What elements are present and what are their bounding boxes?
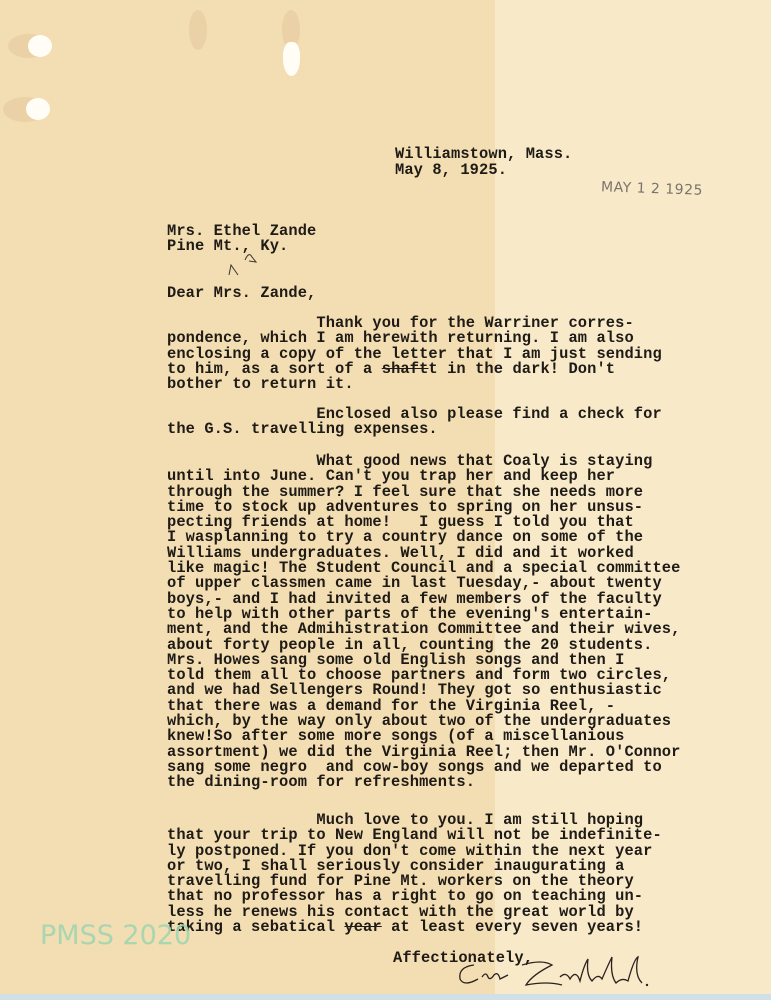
letter-line: knew!So after some more songs (of a miscellanious [167,727,625,746]
letter-line: the dining-room for refreshments. [167,773,476,792]
paragraph-1 [167,316,662,392]
scan-edge [0,994,771,1000]
letter-line: to him, as a sort of a shaftt in the dark! Don't [167,359,616,378]
letter-line: bother to return it. [167,375,354,394]
letter-line: Mrs. Howes sang some old English songs and then I [167,650,625,669]
letter-line: which, by the way only about two of the undergraduates [167,712,672,731]
punch-hole [26,98,50,120]
letter-place: Williamstown, Mass. [395,145,573,163]
letter-line: to help with other parts of the evening's entertain- [167,604,653,623]
letter-line: pondence, which I am herewith returning. I am also [167,329,634,348]
letter-line: less he renews his contact with the great world by [167,902,634,921]
letter-line: ly postponed. If you don't come within the next year [167,841,653,860]
letter-line: Much love to you. I am still hoping [167,811,644,829]
punch-hole [28,35,52,57]
punch-hole-shadow [189,10,207,50]
letter-line: the G.S. travelling expenses. [167,420,438,439]
letter-line: travelling fund for Pine Mt. workers on the theory [167,872,634,891]
letter-line: pecting friends at home! I guess I told you that [167,513,634,532]
closing: Affectionately, [393,949,534,967]
paragraph-3 [167,454,680,791]
recipient-address: Pine Mt., Ky. [167,237,289,255]
punch-hole [283,42,300,76]
letter-line: like magic! The Student Council and a special committee [167,559,681,578]
letter-line: or two, I shall seriously consider inaugurating a [167,856,625,875]
letter-line: time to stock up adventures to spring on her unsus- [167,497,644,516]
pencil-mark [225,245,265,280]
letter-line: that there was a demand for the Virginia Reel, - [167,696,616,715]
signature [452,955,652,995]
letter-line: enclosing a copy of the letter that I am just sending [167,344,662,363]
paragraph-2 [167,407,662,438]
letter-line: assortment) we did the Virginia Reel; then Mr. O'Connor [167,742,681,761]
letter-line: Enclosed also please find a check for [167,405,662,423]
letter-line: What good news that Coaly is staying [167,452,653,470]
letter-line: told them all to choose partners and form two circles, [167,666,672,685]
letter-line: Thank you for the Warriner corres- [167,314,634,332]
salutation: Dear Mrs. Zande, [167,284,317,302]
letter-line: boys,- and I had invited a few members of the faculty [167,589,662,608]
letter-date: May 8, 1925. [395,161,508,179]
letter-line: about forty people in all, counting the 20 students. [167,635,653,654]
letter-line: that no professor has a right to go on teaching un- [167,887,644,906]
paragraph-4 [167,813,662,935]
letter-line: Williams undergraduates. Well, I did and it worked [167,543,634,562]
received-date-stamp: MAY 1 2 1925 [600,179,704,199]
letter-line: I wasplanning to try a country dance on some of the [167,528,644,547]
letter-line: ment, and the Admihistration Committee and their wives, [167,620,681,639]
letter-line: and we had Sellengers Round! They got so enthusiastic [167,681,662,700]
letter-line: taking a sebatical year at least every seven years! [167,918,644,937]
letter-line: until into June. Can't you trap her and keep her [167,467,616,486]
letter-line: of upper classmen came in last Tuesday,- about twenty [167,574,662,593]
letter-line: that your trip to New England will not be indefinite- [167,826,662,845]
watermark: PMSS 2020 [40,920,192,951]
recipient-name: Mrs. Ethel Zande [167,222,317,240]
struck-word: shaft [381,359,429,378]
letter-line: sang some negro and cow-boy songs and we departed to [167,757,662,776]
struck-word: year [344,918,382,937]
letter-line: through the summer? I feel sure that she needs more [167,482,644,501]
